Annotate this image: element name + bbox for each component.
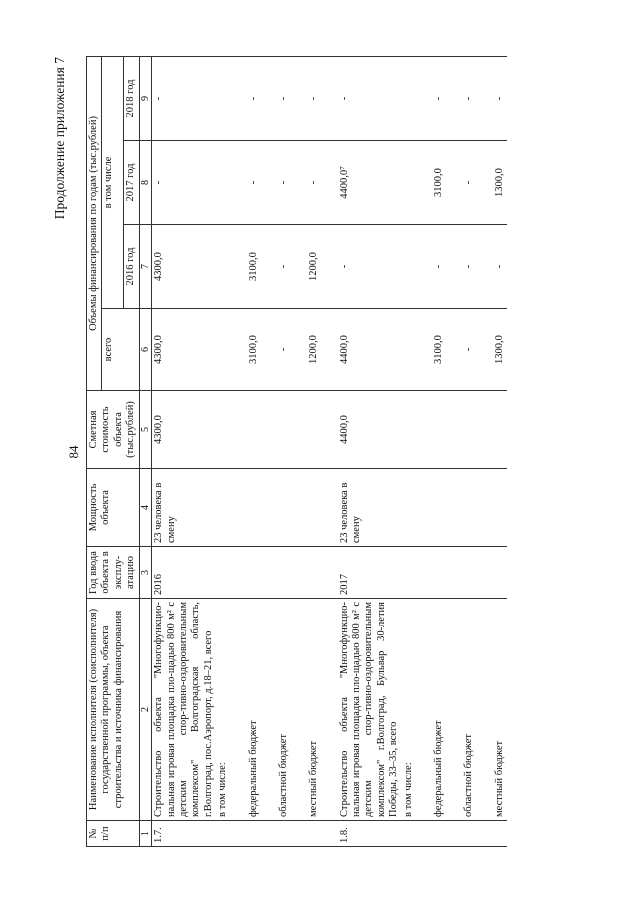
table-row xyxy=(307,56,321,846)
year-in-service: 2016 xyxy=(152,547,216,599)
capacity: 23 человека в смену xyxy=(152,469,216,547)
col-num: 8 xyxy=(139,141,152,225)
header-year: Год ввода объекта в эксплу-атацию xyxy=(87,547,140,599)
object-name: Строительство объекта "Многофункцио-нальная игровая площадка пло-щадью 800 м² с детским спор-тивно-оздоровительным комплексом" Волгоградская область, г.Волгоград, пос.Аэропорт, д.18–21, всего xyxy=(152,599,216,821)
capacity: 23 человека в смену xyxy=(338,469,402,547)
year-in-service: 2017 xyxy=(338,547,402,599)
total: 1300,0 xyxy=(493,309,507,391)
appendix-subtitle: Продолжение приложения 7 xyxy=(52,57,67,220)
amount-2017: - xyxy=(152,141,216,225)
amount-2016: - xyxy=(277,225,291,309)
total: 4400,0 xyxy=(338,309,402,391)
table-row xyxy=(152,56,216,846)
header-2017: 2017 год xyxy=(124,141,139,225)
col-num: 6 xyxy=(139,309,152,391)
amount-2016: - xyxy=(432,225,446,309)
source-label: областной бюджет xyxy=(277,599,291,821)
amount-2018: - xyxy=(338,56,402,140)
amount-2016: - xyxy=(338,225,402,309)
header-2018: 2018 год xyxy=(124,56,139,140)
column-number-row xyxy=(139,56,152,846)
amount-2016: 4300,0 xyxy=(152,225,216,309)
table-row xyxy=(493,56,507,846)
amount-2017: - xyxy=(277,141,291,225)
funding-table xyxy=(86,56,507,847)
table-row xyxy=(277,56,291,846)
rotated-content xyxy=(52,57,630,847)
estimated-cost: 4300,0 xyxy=(152,391,216,469)
source-label: областной бюджет xyxy=(462,599,476,821)
total: 4300,0 xyxy=(152,309,216,391)
table-row xyxy=(402,56,416,846)
col-num: 5 xyxy=(139,391,152,469)
amount-2016: 3100,0 xyxy=(247,225,261,309)
amount-2018: - xyxy=(307,56,321,140)
table-row xyxy=(338,56,402,846)
col-num: 2 xyxy=(139,599,152,821)
table-row xyxy=(462,56,476,846)
amount-2018: - xyxy=(152,56,216,140)
amount-2017: - xyxy=(462,141,476,225)
col-num: 9 xyxy=(139,56,152,140)
total: 1200,0 xyxy=(307,309,321,391)
amount-2016: - xyxy=(493,225,507,309)
row-number: 1.7. xyxy=(152,821,216,847)
header-total: всего xyxy=(102,309,139,391)
estimated-cost: 4400,0 xyxy=(338,391,402,469)
header-2016: 2016 год xyxy=(124,225,139,309)
incl-label: в том числе: xyxy=(402,599,416,821)
row-number: 1.8. xyxy=(338,821,402,847)
amount-2017: 3100,0 xyxy=(432,141,446,225)
total: 3100,0 xyxy=(432,309,446,391)
amount-2017: 1300,0 xyxy=(493,141,507,225)
col-num: 4 xyxy=(139,469,152,547)
total: - xyxy=(462,309,476,391)
header-capacity: Мощность объекта xyxy=(87,469,140,547)
amount-2016: 1200,0 xyxy=(307,225,321,309)
incl-label: в том числе: xyxy=(216,599,230,821)
table-row xyxy=(432,56,446,846)
header-row-1 xyxy=(87,56,102,846)
amount-2018: - xyxy=(432,56,446,140)
amount-2018: - xyxy=(493,56,507,140)
source-label: местный бюджет xyxy=(307,599,321,821)
table-row xyxy=(247,56,261,846)
header-no: № п/п xyxy=(87,821,140,847)
col-num: 1 xyxy=(139,821,152,847)
col-num: 7 xyxy=(139,225,152,309)
amount-2016: - xyxy=(462,225,476,309)
amount-2017: 4400,0⁷ xyxy=(338,141,402,225)
header-cost: Сметная стоимость объекта (тыс.рублей) xyxy=(87,391,140,469)
page-number: 84 xyxy=(66,445,81,459)
header-incl: в том числе xyxy=(102,56,124,308)
table-row xyxy=(216,56,230,846)
amount-2017: - xyxy=(247,141,261,225)
amount-2018: - xyxy=(247,56,261,140)
object-name: Строительство объекта "Многофункцио-нальная игровая площадка пло-щадью 800 м² с детским спор-тивно-оздоровительным комплексом" г.Волгоград, Бульвар 30-летия Победы, 33–35, всего xyxy=(338,599,402,821)
amount-2017: - xyxy=(307,141,321,225)
header-funding: Объемы финансирования по годам (тыс.рублей) xyxy=(87,56,102,390)
source-label: местный бюджет xyxy=(493,599,507,821)
source-label: федеральный бюджет xyxy=(247,599,261,821)
header-name: Наименование исполнителя (соисполнителя) государственной программы, объекта строительства и источника финансирования xyxy=(87,599,140,821)
total: 3100,0 xyxy=(247,309,261,391)
col-num: 3 xyxy=(139,547,152,599)
amount-2018: - xyxy=(462,56,476,140)
source-label: федеральный бюджет xyxy=(432,599,446,821)
total: - xyxy=(277,309,291,391)
amount-2018: - xyxy=(277,56,291,140)
